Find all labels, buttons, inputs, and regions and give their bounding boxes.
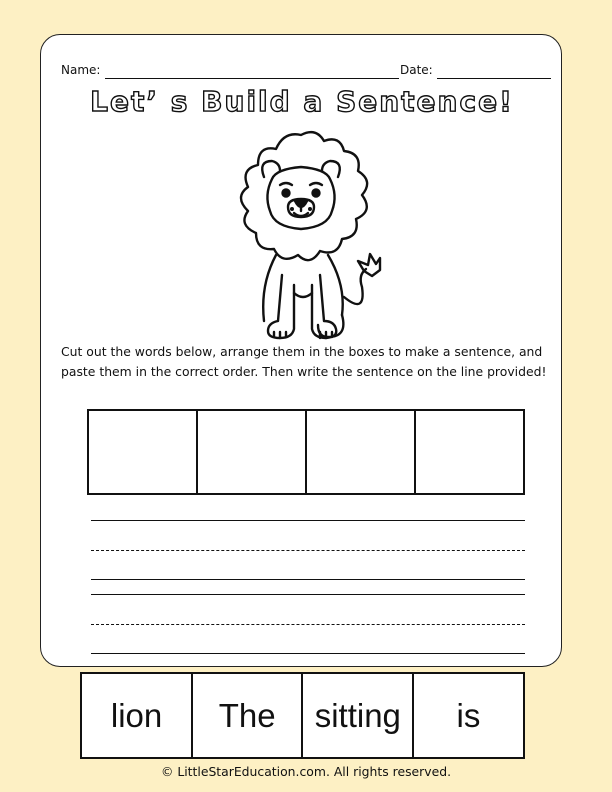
word-card-the[interactable]: The <box>191 672 304 759</box>
date-line <box>437 78 551 79</box>
word-card-lion[interactable]: lion <box>80 672 193 759</box>
answer-box[interactable] <box>414 409 525 495</box>
answer-box[interactable] <box>196 409 307 495</box>
word-card-sitting[interactable]: sitting <box>301 672 414 759</box>
name-line <box>105 78 399 79</box>
writing-line-base[interactable] <box>91 653 525 654</box>
writing-line-top[interactable] <box>91 594 525 595</box>
answer-box[interactable] <box>305 409 416 495</box>
word-card-is[interactable]: is <box>412 672 525 759</box>
writing-line-base[interactable] <box>91 579 525 580</box>
name-label: Name: <box>61 63 101 77</box>
word-cards <box>80 672 525 759</box>
writing-line-top[interactable] <box>91 520 525 521</box>
answer-boxes <box>87 409 525 495</box>
copyright-footer: © LittleStarEducation.com. All rights reserved. <box>160 764 452 779</box>
instructions-text: Cut out the words below, arrange them in the boxes to make a sentence, and paste them in the correct order. Then write the sentence on the line provided! <box>61 344 547 379</box>
date-label: Date: <box>400 63 433 77</box>
worksheet-title: Let’ s Build a Sentence! <box>90 85 514 118</box>
writing-line-midline <box>91 624 525 625</box>
name-date-row <box>61 63 551 83</box>
writing-line-midline <box>91 550 525 551</box>
worksheet <box>40 34 562 667</box>
answer-box[interactable] <box>87 409 198 495</box>
lion-illustration <box>216 125 386 340</box>
